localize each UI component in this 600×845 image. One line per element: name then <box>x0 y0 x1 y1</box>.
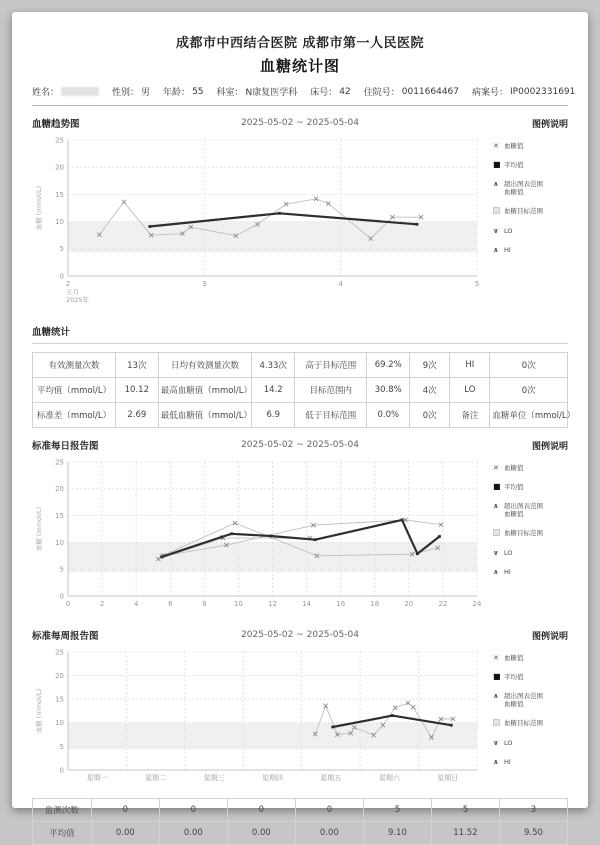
shaded-square-icon <box>493 719 504 728</box>
svg-text:20: 20 <box>55 672 64 680</box>
daily-chart <box>32 456 487 618</box>
weekly-chart-row <box>32 646 568 792</box>
daily-chart-svg <box>32 456 487 614</box>
patient-name-redacted <box>61 87 99 96</box>
svg-text:10: 10 <box>55 719 64 728</box>
stats-table-cell: 4.33次 <box>252 353 295 378</box>
svg-text:10: 10 <box>233 600 243 608</box>
legend-item-label: 平均值 <box>504 483 524 491</box>
weekly-table-row-label: 监测次数 <box>33 799 92 822</box>
svg-text:5: 5 <box>59 245 64 254</box>
legend-item <box>493 568 567 576</box>
weekly-legend-title: 图例说明 <box>531 631 568 642</box>
legend-item-label: 平均值 <box>504 673 524 681</box>
legend-item <box>493 142 567 150</box>
caret-up-icon: ∧ <box>493 568 499 576</box>
legend-item-label: LO <box>504 739 513 747</box>
weekly-chart <box>32 646 487 792</box>
legend-item <box>493 673 567 681</box>
caret-up-icon: ∧ <box>493 692 499 700</box>
stats-table-cell: 最高血糖值（mmol/L） <box>158 378 252 403</box>
patient-admission-number: 住院号： 0011664467 <box>363 86 460 98</box>
legend-item-label: 超出图表范围 血糖值 <box>504 180 543 196</box>
weekly-table-cell: 0 <box>159 799 227 822</box>
patient-record-number: 病案号： IP0002331691 <box>472 86 576 98</box>
stats-table-cell: 血糖单位（mmol/L） <box>490 403 568 428</box>
stats-table-row <box>33 403 568 428</box>
weekly-section-header <box>32 628 568 642</box>
weekly-table-cell: 0 <box>91 799 159 822</box>
daily-section-header <box>32 438 568 452</box>
svg-text:0: 0 <box>59 592 64 601</box>
svg-text:10: 10 <box>55 218 64 226</box>
stats-table-cell: 6.9 <box>252 403 295 428</box>
svg-text:5: 5 <box>59 565 64 574</box>
svg-text:2: 2 <box>99 600 105 608</box>
legend-item-label: LO <box>504 227 513 235</box>
trend-date-range: 2025-05-02 ~ 2025-05-04 <box>241 118 359 128</box>
legend-item-label: 血糖目标范围 <box>504 719 543 727</box>
daily-section-title: 标准每日报告图 <box>32 441 99 452</box>
stats-table-cell: 最低血糖值（mmol/L） <box>158 403 252 428</box>
v-down-icon: ∨ <box>493 549 499 557</box>
svg-text:25: 25 <box>55 458 64 467</box>
x-marker-icon: ✕ <box>493 654 499 662</box>
trend-chart-svg <box>32 134 487 310</box>
shaded-square-icon <box>493 207 504 216</box>
svg-text:14: 14 <box>302 600 312 608</box>
svg-text:星期一: 星期一 <box>86 774 108 782</box>
stats-table-cell: 2.69 <box>115 403 158 428</box>
stats-table-cell: 日均有效测量次数 <box>158 353 252 378</box>
svg-text:18: 18 <box>370 600 380 608</box>
trend-legend-title: 图例说明 <box>531 119 568 130</box>
legend-item-label: 血糖目标范围 <box>504 207 543 215</box>
svg-text:血糖 (mmol/L): 血糖 (mmol/L) <box>35 506 43 552</box>
weekly-table-cell: 9.10 <box>363 822 431 845</box>
legend-item-label: 血糖目标范围 <box>504 529 543 537</box>
legend-item <box>493 483 567 491</box>
svg-text:10: 10 <box>55 538 64 547</box>
svg-text:4: 4 <box>338 280 343 288</box>
daily-legend-title: 图例说明 <box>531 441 568 452</box>
daily-chart-row <box>32 456 568 618</box>
daily-date-range: 2025-05-02 ~ 2025-05-04 <box>241 440 359 450</box>
legend-item <box>493 529 567 538</box>
stats-table-cell: 平均值（mmol/L） <box>33 378 116 403</box>
stats-table-cell: 标准差（mmol/L） <box>33 403 116 428</box>
weekly-table-cell: 9.50 <box>499 822 567 845</box>
report-page <box>12 12 588 839</box>
legend-item-label: HI <box>504 568 511 576</box>
svg-text:3: 3 <box>202 280 207 288</box>
weekly-table-row <box>33 799 568 822</box>
stats-table-cell: 0.0% <box>367 403 410 428</box>
stats-table-cell: 0次 <box>490 353 568 378</box>
patient-info-bar <box>32 85 576 106</box>
patient-bed-number: 床号： 42 <box>310 86 351 98</box>
trend-chart <box>32 134 487 314</box>
legend-item <box>493 502 567 518</box>
x-marker-icon: ✕ <box>493 142 499 150</box>
svg-text:2: 2 <box>65 280 71 288</box>
legend-item <box>493 227 567 235</box>
shaded-square-icon <box>493 529 504 538</box>
stats-table-cell: 0次 <box>490 378 568 403</box>
svg-text:15: 15 <box>55 190 64 199</box>
stats-section-title: 血糖统计 <box>32 324 568 344</box>
patient-gender: 性别： 男 <box>112 88 151 98</box>
svg-text:16: 16 <box>336 600 346 608</box>
weekly-table-cell: 3 <box>499 799 567 822</box>
legend-item-label: 血糖值 <box>504 654 524 662</box>
legend-item <box>493 692 567 708</box>
caret-up-icon: ∧ <box>493 180 499 188</box>
stats-table-cell: 有效测量次数 <box>33 353 116 378</box>
report-title: 血糖统计图 <box>259 57 340 75</box>
legend-item-label: LO <box>504 549 513 557</box>
legend-item <box>493 161 567 169</box>
svg-text:星期五: 星期五 <box>320 774 342 782</box>
filled-square-icon: ■ <box>493 482 501 491</box>
caret-up-icon: ∧ <box>493 502 499 510</box>
weekly-table-cell: 0.00 <box>227 822 295 845</box>
legend-item <box>493 464 567 472</box>
weekly-summary-table <box>32 798 568 845</box>
weekly-table-cell: 0 <box>227 799 295 822</box>
legend-item-label: HI <box>504 758 511 766</box>
caret-up-icon: ∧ <box>493 246 499 254</box>
stats-table-cell: 目标范围内 <box>295 378 367 403</box>
legend-item-label: 血糖值 <box>504 142 524 150</box>
stats-table-cell: 0次 <box>410 403 450 428</box>
svg-text:星期二: 星期二 <box>145 774 167 782</box>
svg-text:15: 15 <box>55 512 64 520</box>
stats-table-row <box>33 378 568 403</box>
patient-age: 年龄： 55 <box>163 86 204 98</box>
legend-item <box>493 654 567 662</box>
svg-text:血糖 (mmol/L): 血糖 (mmol/L) <box>35 185 43 231</box>
svg-text:4: 4 <box>133 600 139 608</box>
svg-text:22: 22 <box>438 600 448 608</box>
weekly-date-range: 2025-05-02 ~ 2025-05-04 <box>241 630 359 640</box>
weekly-table-cell: 11.52 <box>431 822 499 845</box>
svg-text:8: 8 <box>202 600 207 608</box>
stats-table-cell: 9次 <box>410 353 450 378</box>
stats-table-cell: 69.2% <box>367 353 410 378</box>
legend-item <box>493 739 567 747</box>
legend-item <box>493 719 567 728</box>
svg-text:2025年: 2025年 <box>66 296 90 304</box>
stats-table-cell: LO <box>450 378 490 403</box>
weekly-table-row <box>33 822 568 845</box>
v-down-icon: ∨ <box>493 227 499 235</box>
stats-table-cell: 14.2 <box>252 378 295 403</box>
legend-item <box>493 549 567 557</box>
legend-item-label: 平均值 <box>504 161 524 169</box>
weekly-table-cell: 5 <box>363 799 431 822</box>
filled-square-icon: ■ <box>493 672 501 681</box>
filled-square-icon: ■ <box>493 160 501 169</box>
trend-section-header <box>32 116 568 130</box>
weekly-table-cell: 5 <box>431 799 499 822</box>
legend-item <box>493 758 567 766</box>
svg-text:15: 15 <box>55 695 64 704</box>
daily-legend <box>493 456 567 587</box>
legend-item-label: 超出图表范围 血糖值 <box>504 502 543 518</box>
svg-text:星期三: 星期三 <box>203 774 225 782</box>
svg-text:24: 24 <box>472 600 482 608</box>
svg-text:血糖 (mmol/L): 血糖 (mmol/L) <box>35 688 43 734</box>
hospital-name: 成都市中西结合医院 成都市第一人民医院 <box>175 36 425 51</box>
svg-text:五月: 五月 <box>66 288 79 296</box>
stats-table-cell: 4次 <box>410 378 450 403</box>
svg-text:5: 5 <box>474 280 480 288</box>
svg-text:20: 20 <box>55 163 64 172</box>
weekly-legend <box>493 646 567 777</box>
svg-text:星期四: 星期四 <box>262 774 283 782</box>
stats-table-cell: 高于目标范围 <box>295 353 367 378</box>
patient-name-label: 姓名： <box>32 88 60 98</box>
legend-item-label: 超出图表范围 血糖值 <box>504 692 543 708</box>
stats-table-cell: 备注 <box>450 403 490 428</box>
svg-text:25: 25 <box>55 648 64 657</box>
svg-text:星期六: 星期六 <box>378 774 400 782</box>
weekly-table-cell: 0.00 <box>91 822 159 845</box>
trend-chart-row <box>32 134 568 314</box>
legend-item <box>493 207 567 216</box>
svg-text:星期日: 星期日 <box>437 774 459 782</box>
weekly-table-row-label: 平均值 <box>33 822 92 845</box>
trend-legend <box>493 134 567 265</box>
svg-text:20: 20 <box>404 600 414 608</box>
stats-table-cell: HI <box>450 353 490 378</box>
legend-item <box>493 246 567 254</box>
legend-item-label: 血糖值 <box>504 464 524 472</box>
weekly-table-cell: 0.00 <box>295 822 363 845</box>
svg-text:5: 5 <box>59 742 64 751</box>
weekly-table-cell: 0.00 <box>159 822 227 845</box>
stats-table-cell: 30.8% <box>367 378 410 403</box>
legend-item-label: HI <box>504 246 511 254</box>
v-down-icon: ∨ <box>493 739 499 747</box>
weekly-table-cell: 0 <box>295 799 363 822</box>
stats-table-cell: 10.12 <box>115 378 158 403</box>
svg-text:0: 0 <box>59 766 64 775</box>
stats-table-cell: 13次 <box>115 353 158 378</box>
x-marker-icon: ✕ <box>493 464 499 472</box>
weekly-chart-svg <box>32 646 487 788</box>
svg-text:12: 12 <box>268 600 277 608</box>
stats-table-cell: 低于目标范围 <box>295 403 367 428</box>
svg-text:0: 0 <box>59 272 64 281</box>
svg-text:0: 0 <box>65 600 71 608</box>
glucose-stats-table <box>32 352 576 428</box>
legend-item <box>493 180 567 196</box>
caret-up-icon: ∧ <box>493 758 499 766</box>
trend-section-title: 血糖趋势图 <box>32 119 80 130</box>
svg-text:25: 25 <box>55 136 64 145</box>
weekly-section-title: 标准每周报告图 <box>32 631 99 642</box>
stats-table-row <box>33 353 568 378</box>
patient-department: 科室： N康复医学科 <box>216 88 298 98</box>
svg-text:20: 20 <box>55 485 64 494</box>
svg-text:6: 6 <box>168 600 173 608</box>
patient-name <box>32 85 99 98</box>
